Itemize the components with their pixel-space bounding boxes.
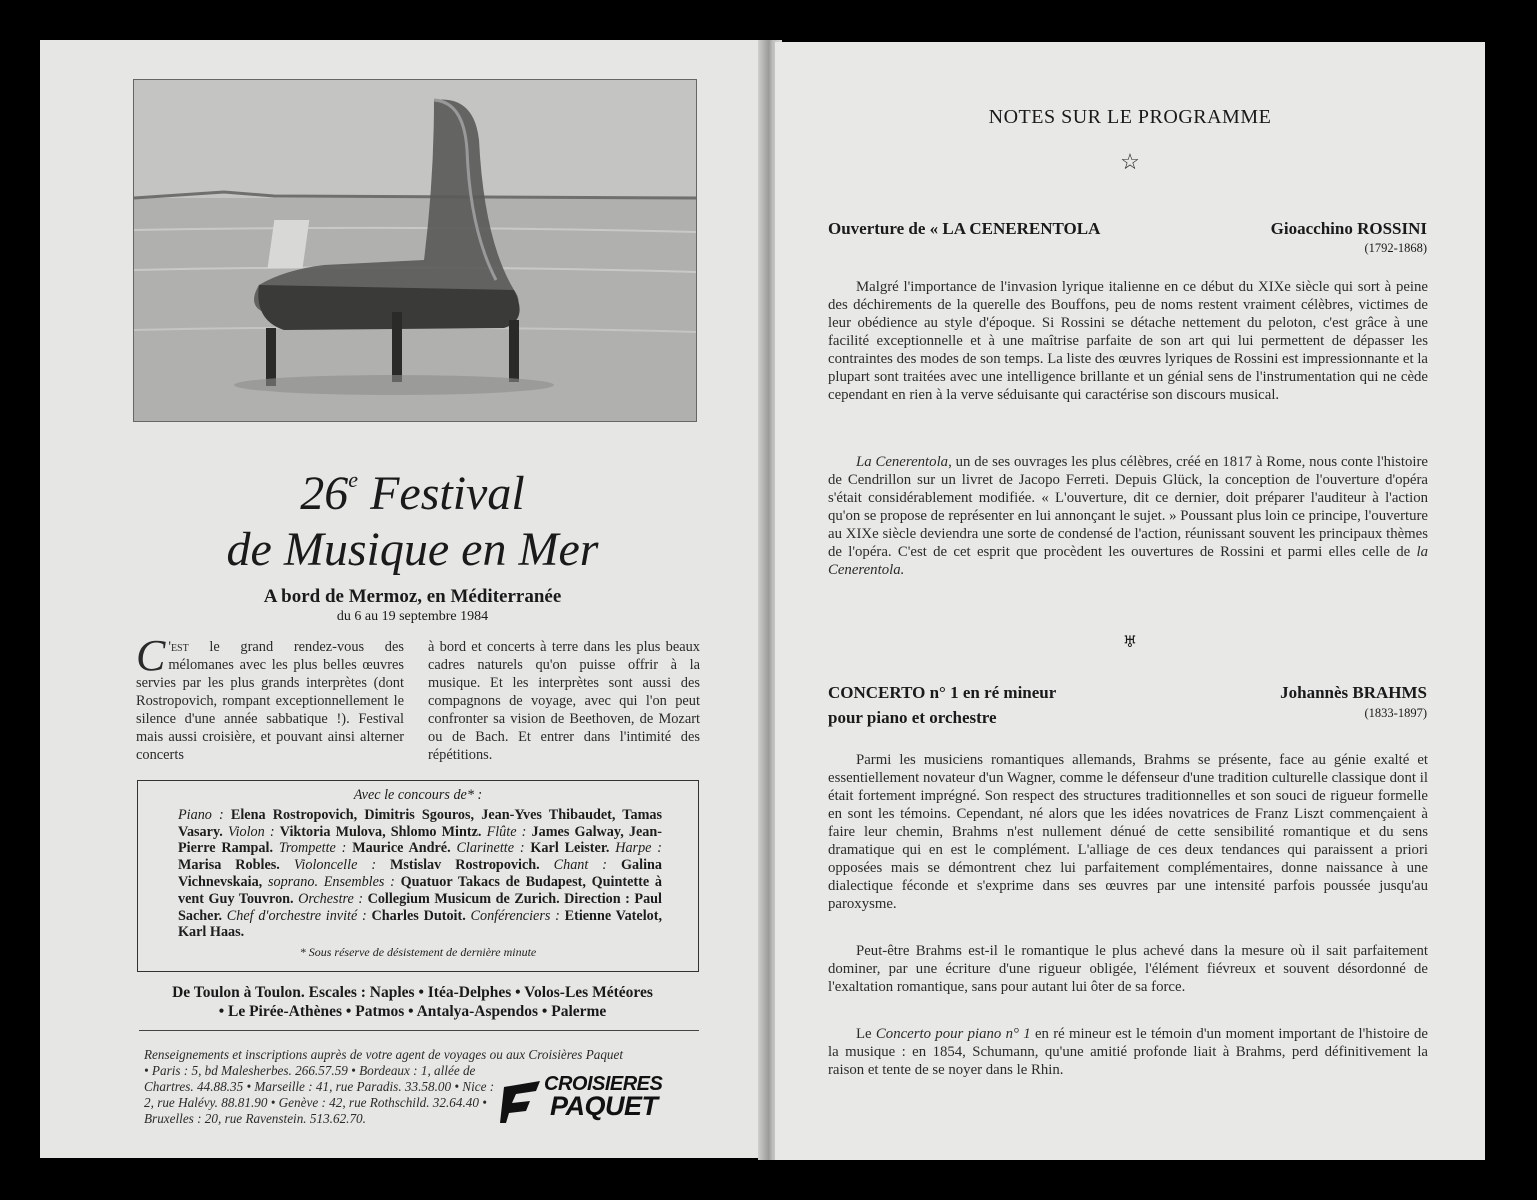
artist-names: Elena Rostropovich, Dimitris Sgouros, Jean-Yves Thibaudet, Tamas Vasary. <box>178 806 662 840</box>
artist-names: Quatuor Takacs de Budapest, Quintette à vent Guy Touvron. <box>178 873 662 907</box>
paquet-logo-mark-icon <box>500 1077 548 1125</box>
work2-paragraph-2: Peut-être Brahms est-il le romantique le plus achevé dans la mesure où il sait parfaitement dominer, par une écriture d'une rigueur obligée, l'élément fiévreux et souvent désordonné de l'exaltation romantique, sans pour autant lui ôter de sa force. <box>828 943 1428 995</box>
work2-paragraph-3: Le Concerto pour piano n° 1 en ré mineur est le témoin d'un moment important de l'histoire de la musique : en 1854, Schumann, qu'une amitié profonde liait à Brahms, perd définitivement la raison et tente de se noyer dans le Rhin. <box>828 1026 1428 1078</box>
festival-title-line1: 26e Festival <box>300 467 525 520</box>
artist-role: Harpe : <box>615 840 663 857</box>
work1-paragraph-1: Malgré l'importance de l'invasion lyrique italienne en ce début du XIXe siècle qui sort à peine des déchirements de la querelle des Bouffons, peu de noms restent vraiment célèbres, victimes de leur obédience au style d'époque. Si Rossini se détache nettement du peloton, c'est grâce à une facilité exceptionnelle et à une maîtrise parfaite de son art qui lui permettent de dépasser les contraintes des modes de son temps. La liste des œuvres lyriques de Rossini est impressionnante et la plupart sont traitées avec une intelligence brillante et un génial sens de l'instrumentation qui ne cède cependant en rien à la verve séduisante qui caractérise son discours musical. <box>828 279 1428 403</box>
artist-role: Flûte : <box>486 823 532 840</box>
route-line-2: • Le Pirée-Athènes • Patmos • Antalya-Aspendos • Palerme <box>218 1003 607 1020</box>
intro-column-2: à bord et concerts à terre dans les plus beaux cadres naturels qu'on puisse offrir à la musique. Et les interprètes sont aussi des compagnons de voyage, avec qui l'on peut confronter sa vision de Beethoven, de Mozart ou de Bach. Et entrer dans l'intimité des répétitions. <box>428 639 700 763</box>
artist-names: Viktoria Mulova, Shlomo Mintz. <box>279 823 487 840</box>
work2-paragraph-1: Parmi les musiciens romantiques allemands, Brahms se présente, face au génie exalté et essentiellement novateur d'un Wagner, comme le défenseur d'une tradition culturelle classique dont il était fortement imprégné. Son respect des structures traditionnelles et son souci de rigueur formelle en sont les témoins. Cependant, né alors que les idées novatrices de Franz Liszt commençaient à faire leur chemin, Brahms n'est nullement dénué de cette sensibilité romantique et du sens dramatique qui en est le complément. L'alliage de ces deux tendances qui paraissent a priori opposées mais se démontrent chez lui parfaitement complémentaires, donne naissance à une dialectique féconde et s'exprime dans ses œuvres par une intensité parfois poussée jusqu'au paroxysme. <box>828 752 1428 912</box>
divider <box>139 1030 699 1031</box>
star-icon: ☆ <box>1120 150 1140 175</box>
artist-role: Piano : <box>178 806 231 823</box>
artist-role: Clarinette : <box>456 840 531 857</box>
artist-role: Chef d'orchestre invité : <box>226 907 372 924</box>
artist-names: James Galway, Jean-Pierre Rampal. <box>178 823 662 857</box>
festival-title-line2: de Musique en Mer <box>226 523 599 576</box>
logo-text-line2: PAQUET <box>550 1091 658 1121</box>
intro-column-1: C 'est le grand rendez-vous des mélomanes avec les plus belles œuvres servies par les plus grands interprètes (dont Rostropovich, rompant exceptionnellement le silence d'une année sabbatique !). Festival mais aussi croisière, et pouvant ainsi alterner concerts <box>136 631 404 763</box>
route-line-1: De Toulon à Toulon. Escales : Naples • Itéa-Delphes • Volos-Les Météores <box>172 984 653 1001</box>
artists-box <box>137 780 699 972</box>
artist-names: Marisa Robles. <box>178 857 294 874</box>
artist-names: Maurice André. <box>352 840 457 857</box>
artist-names: Karl Leister. <box>530 840 616 857</box>
artist-names: Galina Vichnevskaia, <box>178 857 662 890</box>
festival-subtitle: A bord de Mermoz, en Méditerranée <box>263 586 562 607</box>
artist-role: Trompette : <box>278 840 353 857</box>
work1-title: Ouverture de « LA CENERENTOLA <box>828 219 1101 238</box>
work1-years: (1792-1868) <box>1364 241 1427 255</box>
piano-sea-drawing <box>134 80 696 421</box>
logo-text-line1: CROISIERES <box>544 1073 663 1095</box>
notes-title: NOTES SUR LE PROGRAMME <box>988 106 1272 128</box>
artist-role: soprano. Ensembles : <box>267 873 401 890</box>
artist-role: Violon : <box>227 823 280 840</box>
contact-heading: Renseignements et inscriptions auprès de votre agent de voyages ou aux Croisières Paquet <box>144 1047 624 1062</box>
right-page <box>775 42 1485 1160</box>
artist-names: Mstislav Rostropovich. <box>390 857 554 874</box>
cruise-route <box>100 983 725 1021</box>
artist-names: Charles Dutoit. <box>371 907 471 924</box>
artist-names: Etienne Vatelot, Karl Haas. <box>178 907 662 941</box>
artists-list <box>138 804 698 941</box>
work2-composer: Johannès BRAHMS <box>1280 683 1427 702</box>
work1-composer: Gioacchino ROSSINI <box>1270 219 1427 238</box>
left-page <box>40 40 765 1158</box>
croisieres-paquet-logo <box>500 1073 695 1125</box>
drop-cap: C <box>136 631 166 680</box>
piano-in-sea-illustration <box>133 79 697 422</box>
contact-addresses: • Paris : 5, bd Malesherbes. 266.57.59 • Bordeaux : 1, allée de Chartres. 44.88.35 • Marseille : 41, rue Paradis. 33.58.00 • Nice : 2, rue Halévy. 88.81.90 • Genève : 42, rue Rothschild. 32.64.40 • Bruxelles : 20, rue Ravenstein. 513.62.70. <box>144 1063 495 1126</box>
artists-heading: Avec le concours de* : <box>353 787 483 803</box>
artist-role: Violoncelle : <box>293 857 391 874</box>
work2-title-line2: pour piano et orchestre <box>828 708 997 727</box>
work2-title-line1: CONCERTO n° 1 en ré mineur <box>828 683 1057 702</box>
work1-paragraph-2: La Cenerentola, un de ses ouvrages les plus célèbres, créé en 1817 à Rome, nous conte l'histoire de Cendrillon sur un livret de Jacopo Ferreti. Depuis Glück, la conception de l'ouverture d'opéra s'était considérablement modifiée. « L'ouverture, dit ce dernier, doit préparer l'auditeur à l'action qu'on se propose de représenter en lui annonçant le sujet. » Poussant plus loin ce principe, l'ouverture au XIXe siècle deviendra une sorte de condensé de l'action, réunissant souvent les principaux thèmes de l'opéra. C'est de cet esprit que procèdent les ouvertures de Rossini et parmi elles celle de la Cenerentola. <box>828 454 1428 578</box>
artist-names: Collegium Musicum de Zurich. Direction : Paul Sacher. <box>178 890 662 924</box>
artist-role: Conférenciers : <box>470 907 565 924</box>
artist-role: Chant : <box>553 857 621 874</box>
work2-years: (1833-1897) <box>1364 706 1427 720</box>
artists-footnote: * Sous réserve de désistement de dernière minute <box>299 945 537 960</box>
lyre-ornament-icon: ♅ <box>1122 632 1138 651</box>
festival-dates: du 6 au 19 septembre 1984 <box>336 609 489 624</box>
artist-role: Orchestre : <box>298 890 368 907</box>
